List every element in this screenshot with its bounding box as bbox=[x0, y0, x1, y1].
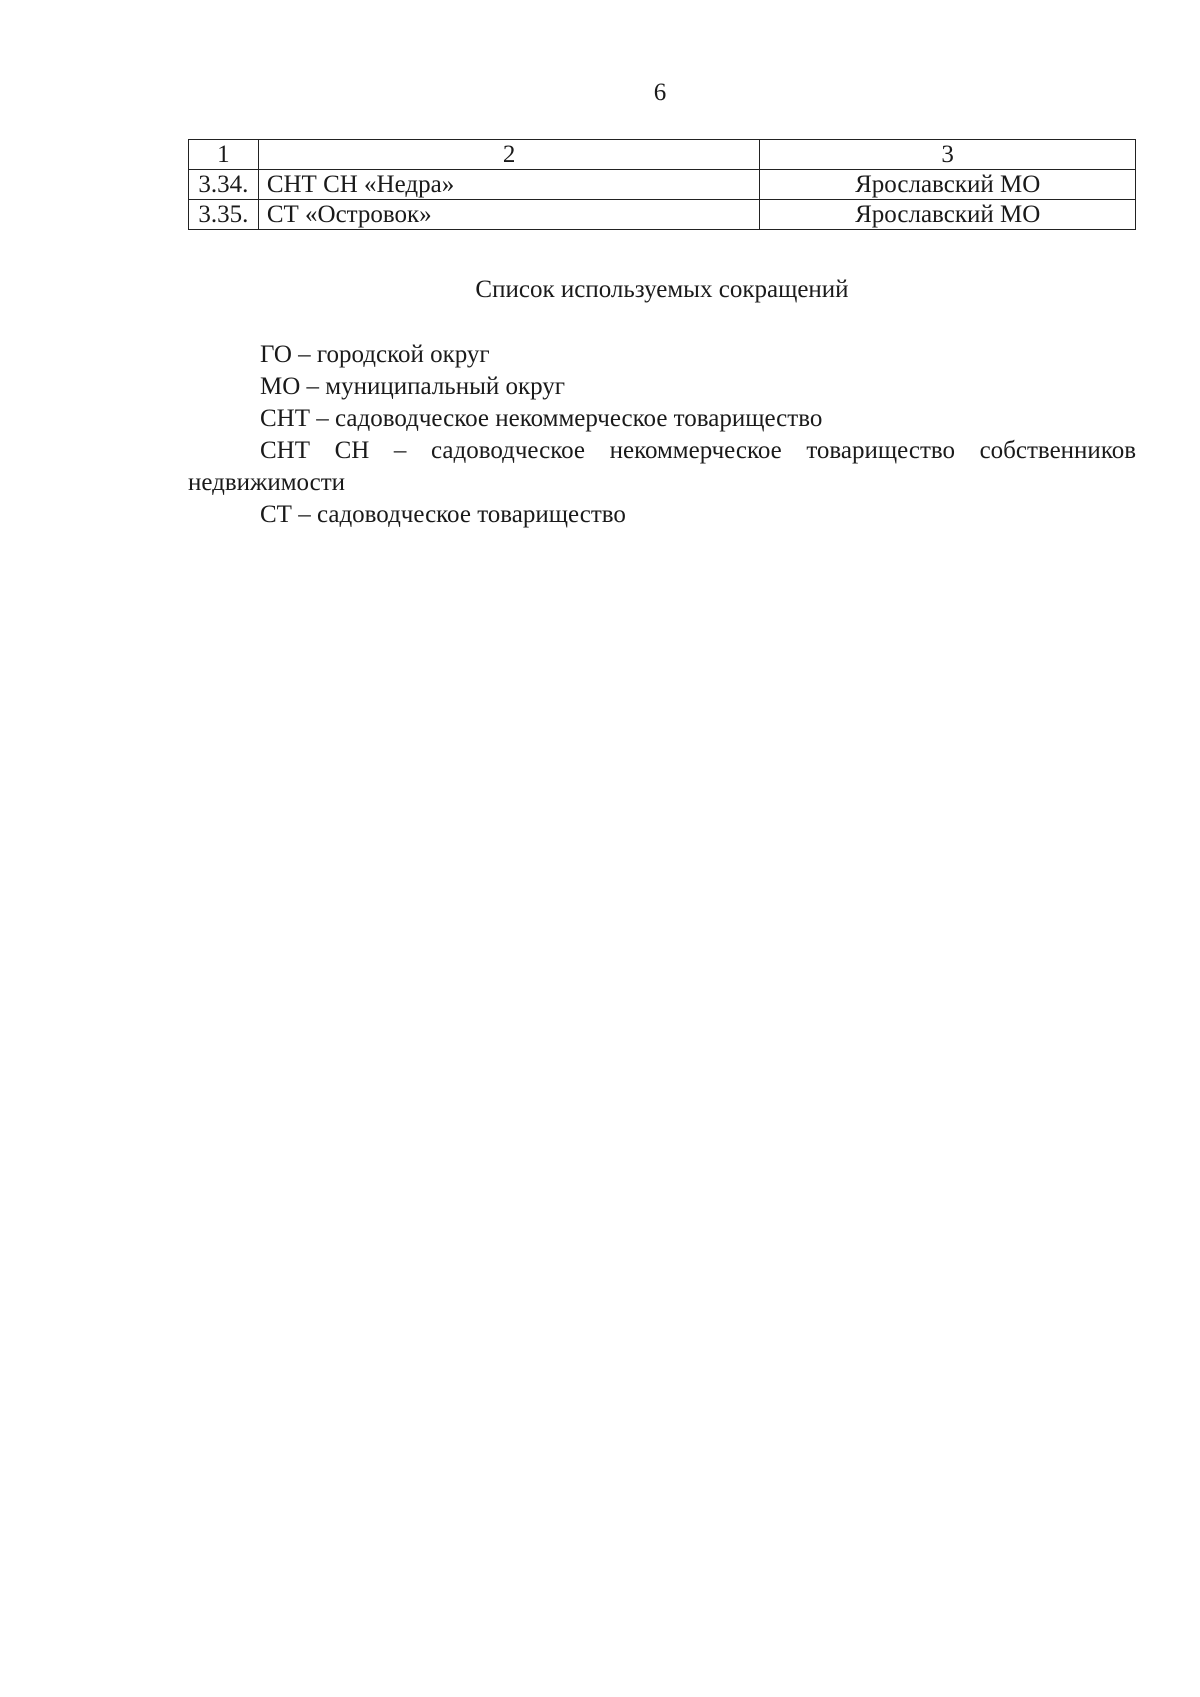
row-number-cell: 3.35. bbox=[189, 200, 259, 230]
row-number-cell: 3.34. bbox=[189, 170, 259, 200]
table-row bbox=[189, 200, 1136, 230]
table-header-cell: 1 bbox=[189, 140, 259, 170]
abbreviations-title: Список используемых сокращений bbox=[475, 276, 849, 303]
abbreviation-item: СНТ СН – садоводческое некоммерческое товарищество собственников недвижимости bbox=[188, 437, 1136, 496]
table-row bbox=[189, 170, 1136, 200]
row-district-cell: Ярославский МО bbox=[760, 170, 1136, 200]
row-name-cell: СТ «Островок» bbox=[258, 200, 760, 230]
entities-table bbox=[188, 139, 1136, 230]
abbreviation-item: СТ – садоводческое товарищество bbox=[260, 501, 626, 528]
table-header-cell: 3 bbox=[760, 140, 1136, 170]
table-header-cell: 2 bbox=[258, 140, 760, 170]
table-header-row bbox=[189, 140, 1136, 170]
row-district-cell: Ярославский МО bbox=[760, 200, 1136, 230]
abbreviations-list bbox=[188, 339, 1136, 531]
abbreviation-item: СНТ – садоводческое некоммерческое товарищество bbox=[260, 405, 823, 432]
page-number: 6 bbox=[653, 79, 667, 106]
abbreviation-item: МО – муниципальный округ bbox=[260, 373, 566, 400]
abbreviation-item: ГО – городской округ bbox=[260, 341, 490, 368]
row-name-cell: СНТ СН «Недра» bbox=[258, 170, 760, 200]
